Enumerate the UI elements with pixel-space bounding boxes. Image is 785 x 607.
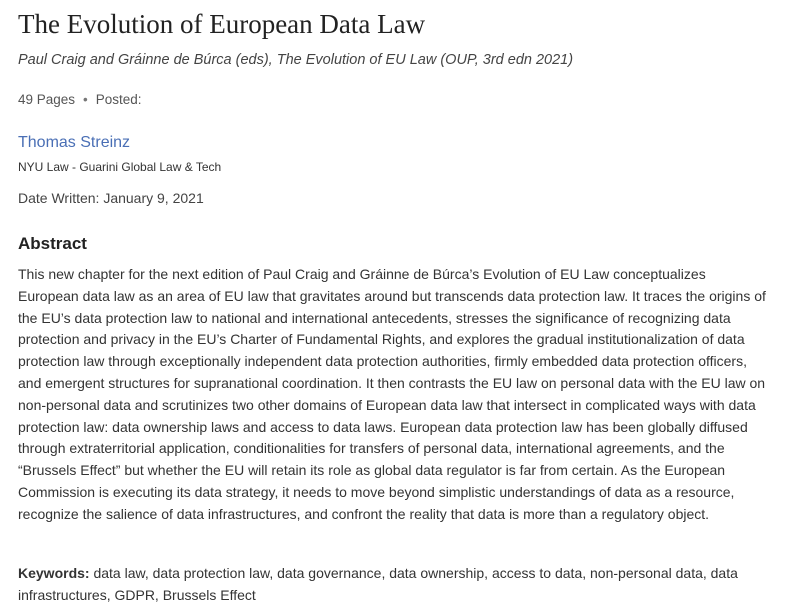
abstract-text: This new chapter for the next edition of Paul Craig and Gráinne de Búrca’s Evolution of EU Law conceptualizes European data law as an area of EU law that gravitates around but transcends data protection law. It traces the origins of the EU’s data protection law to national and international antecedents, stresses the significance of recognizing data protection and privacy in the EU’s Charter of Fundamental Rights, and explores the gradual institutionalization of data protection law through exceptionally independent data protection authorities, firmly embedded data protection officers, and emergent structures for supranational coordination. It then contrasts the EU law on personal data with the EU law on non-personal data and scrutinizes two other domains of European data law that intersect in complicated ways with data protection law: data ownership laws and access to data laws. European data protection law has been globally diffused through extraterritorial application, conditionalities for transfers of personal data, international agreements, and the “Brussels Effect” but whether the EU will retain its role as global data regulator is far from certain. As the European Commission is executing its data strategy, it needs to move beyond simplistic understandings of data as a resource, recognize the salience of data infrastructures, and confront the reality that data is more than a regulatory object. [18,266,766,522]
paper-title: The Evolution of European Data Law [18,9,426,39]
meta-separator: • [83,92,88,107]
keywords-label: Keywords: [18,565,90,581]
paper-meta [18,92,142,107]
date-written: Date Written: January 9, 2021 [18,190,204,206]
author-link[interactable]: Thomas Streinz [18,134,131,151]
keywords-list: data law, data protection law, data governance, data ownership, access to data, non-personal data, data infrastructures, GDPR, Brussels Effect [18,565,738,603]
abstract-heading: Abstract [18,234,87,253]
author-affiliation: NYU Law - Guarini Global Law & Tech [18,160,222,174]
posted-label: Posted: [95,92,142,107]
page-count: 49 Pages [18,92,76,107]
keywords [18,563,770,607]
paper-citation: Paul Craig and Gráinne de Búrca (eds), The Evolution of EU Law (OUP, 3rd edn 2021) [18,52,574,68]
